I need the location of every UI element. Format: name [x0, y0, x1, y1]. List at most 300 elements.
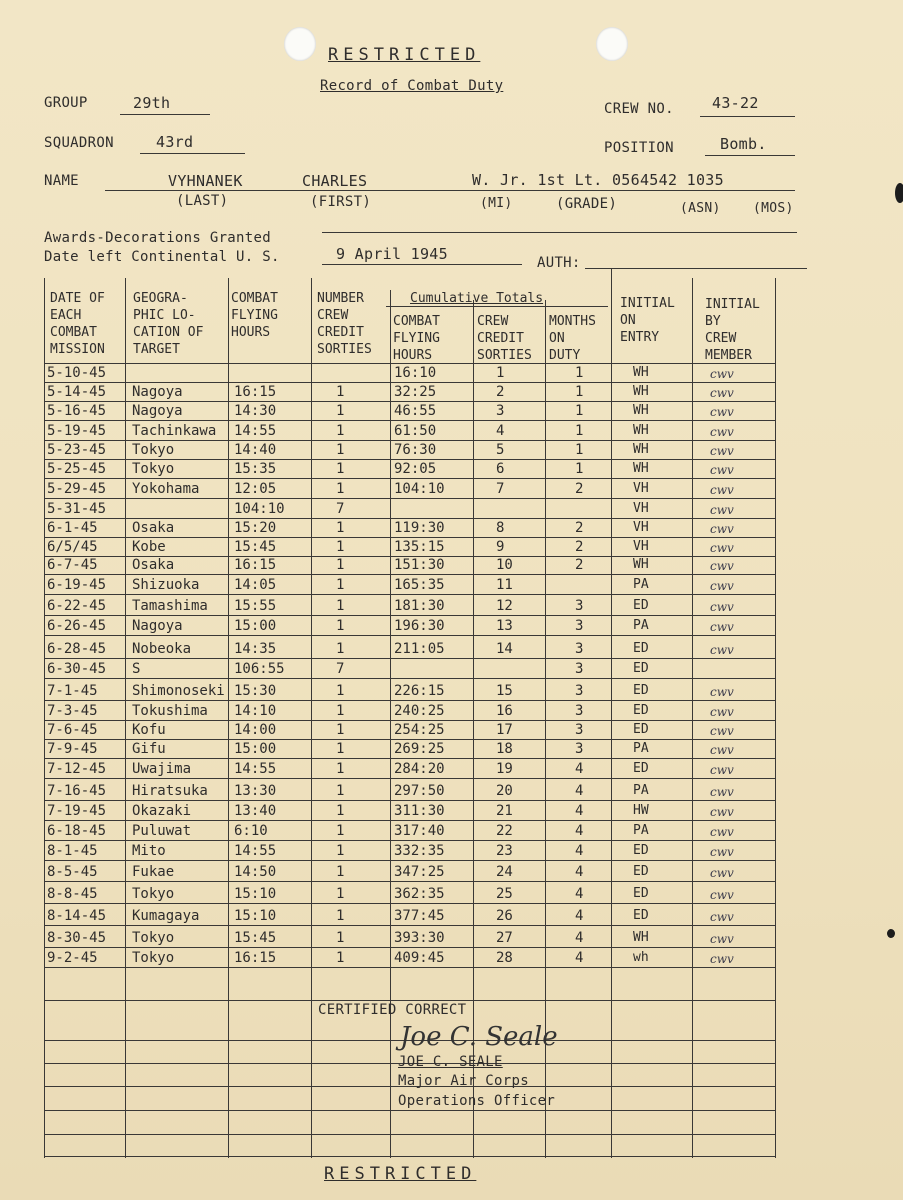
cell-months: 4	[575, 761, 584, 777]
crew-initial-handwritten: cwv	[710, 743, 734, 757]
cell-sorties: 1	[336, 783, 345, 799]
row-rule	[44, 903, 776, 904]
cell-months: 3	[575, 703, 584, 719]
cell-months: 1	[575, 423, 584, 439]
cell-initial: ED	[633, 661, 649, 676]
cell-cum-hours: 76:30	[394, 442, 437, 458]
row-rule	[44, 420, 776, 421]
cell-date: 8-14-45	[47, 908, 107, 924]
cell-initial: PA	[633, 741, 649, 756]
cell-initial: ED	[633, 908, 649, 923]
cell-cum-sorties: 18	[496, 741, 513, 757]
cell-cum-hours: 196:30	[394, 618, 445, 634]
cell-sorties: 1	[336, 722, 345, 738]
cell-hours: 14:50	[234, 864, 277, 880]
cell-cum-hours: 254:25	[394, 722, 445, 738]
col-rule	[692, 278, 693, 1158]
row-rule	[44, 967, 776, 968]
officer-title: Operations Officer	[398, 1093, 556, 1109]
cell-hours: 14:10	[234, 703, 277, 719]
cell-sorties: 1	[336, 950, 345, 966]
cell-cum-hours: 284:20	[394, 761, 445, 777]
row-rule	[44, 401, 776, 402]
cell-cum-hours: 297:50	[394, 783, 445, 799]
crew-initial-handwritten: cwv	[710, 503, 734, 517]
cell-target: Nobeoka	[132, 641, 192, 657]
col-header-cum-sorties: CREW CREDIT SORTIES	[477, 314, 532, 363]
crew-initial-handwritten: cwv	[710, 579, 734, 593]
cell-date: 5-19-45	[47, 423, 107, 439]
cell-cum-sorties: 25	[496, 886, 513, 902]
crew-initial-handwritten: cwv	[710, 444, 734, 458]
crew-initial-handwritten: cwv	[710, 386, 734, 400]
cell-sorties: 1	[336, 683, 345, 699]
row-rule	[44, 700, 776, 701]
cell-sorties: 1	[336, 577, 345, 593]
crew-initial-handwritten: cwv	[710, 845, 734, 859]
auth-label: AUTH:	[537, 255, 581, 271]
crew-no-underline	[700, 116, 795, 117]
cell-cum-sorties: 15	[496, 683, 513, 699]
cell-cum-hours: 211:05	[394, 641, 445, 657]
squadron-value: 43rd	[156, 133, 194, 151]
cell-cum-hours: 347:25	[394, 864, 445, 880]
col-rule	[311, 278, 312, 1158]
cell-date: 6-26-45	[47, 618, 107, 634]
cell-sorties: 1	[336, 461, 345, 477]
cell-target: Shizuoka	[132, 577, 200, 593]
date-left-underline	[322, 264, 522, 265]
col-header-initial-entry: INITIAL ON ENTRY	[620, 296, 675, 345]
row-rule	[44, 881, 776, 882]
name-first: CHARLES	[302, 172, 368, 190]
cell-date: 7-12-45	[47, 761, 107, 777]
cell-cum-hours: 226:15	[394, 683, 445, 699]
cell-date: 7-1-45	[47, 683, 98, 699]
cell-date: 5-29-45	[47, 481, 107, 497]
cell-initial: WH	[633, 365, 649, 380]
sub-mos: (MOS)	[753, 201, 794, 216]
cell-sorties: 1	[336, 557, 345, 573]
crew-initial-handwritten: cwv	[710, 888, 734, 902]
cell-hours: 14:30	[234, 403, 277, 419]
cell-initial: VH	[633, 501, 649, 516]
cell-cum-hours: 269:25	[394, 741, 445, 757]
punch-hole-left	[284, 27, 316, 61]
cell-cum-hours: 46:55	[394, 403, 437, 419]
row-rule	[44, 820, 776, 821]
col-header-cum-hours: COMBAT FLYING HOURS	[393, 314, 440, 363]
crew-initial-handwritten: cwv	[710, 643, 734, 657]
cell-hours: 16:15	[234, 557, 277, 573]
cell-initial: wh	[633, 950, 649, 965]
cell-cum-sorties: 26	[496, 908, 513, 924]
crew-initial-handwritten: cwv	[710, 367, 734, 381]
cell-months: 1	[575, 442, 584, 458]
cell-date: 7-19-45	[47, 803, 107, 819]
crew-initial-handwritten: cwv	[710, 932, 734, 946]
cell-hours: 15:20	[234, 520, 277, 536]
cell-cum-sorties: 24	[496, 864, 513, 880]
cell-sorties: 1	[336, 886, 345, 902]
cell-target: Okazaki	[132, 803, 192, 819]
cell-date: 6-7-45	[47, 557, 98, 573]
cell-cum-sorties: 19	[496, 761, 513, 777]
cell-months: 3	[575, 618, 584, 634]
crew-initial-handwritten: cwv	[710, 866, 734, 880]
crew-initial-handwritten: cwv	[710, 405, 734, 419]
row-rule	[44, 498, 776, 499]
cell-initial: HW	[633, 803, 649, 818]
cell-target: Yokohama	[132, 481, 200, 497]
cell-hours: 15:35	[234, 461, 277, 477]
cell-cum-sorties: 20	[496, 783, 513, 799]
cell-months: 4	[575, 803, 584, 819]
cell-target: Tokushima	[132, 703, 208, 719]
cell-hours: 15:30	[234, 683, 277, 699]
header-rule	[44, 363, 776, 364]
squadron-label: SQUADRON	[44, 135, 114, 151]
cell-months: 1	[575, 384, 584, 400]
cell-target: Shimonoseki	[132, 683, 225, 699]
cell-target: Tokyo	[132, 930, 175, 946]
cell-date: 6-18-45	[47, 823, 107, 839]
cell-initial: ED	[633, 598, 649, 613]
cell-initial: WH	[633, 461, 649, 476]
crew-initial-handwritten: cwv	[710, 559, 734, 573]
cell-months: 3	[575, 683, 584, 699]
edge-mark	[895, 183, 903, 203]
cell-date: 6-28-45	[47, 641, 107, 657]
cell-target: S	[132, 661, 141, 677]
cell-months: 1	[575, 461, 584, 477]
name-underline	[105, 190, 795, 191]
cell-cum-sorties: 7	[496, 481, 505, 497]
cell-cum-hours: 409:45	[394, 950, 445, 966]
cell-target: Osaka	[132, 557, 175, 573]
cell-cum-sorties: 28	[496, 950, 513, 966]
cell-date: 8-30-45	[47, 930, 107, 946]
cell-cum-sorties: 13	[496, 618, 513, 634]
certified-text: CERTIFIED CORRECT	[318, 1002, 467, 1018]
row-rule	[44, 574, 776, 575]
row-rule	[44, 459, 776, 460]
cell-sorties: 1	[336, 930, 345, 946]
cell-initial: PA	[633, 783, 649, 798]
cell-sorties: 1	[336, 442, 345, 458]
cell-hours: 15:10	[234, 908, 277, 924]
cell-cum-hours: 393:30	[394, 930, 445, 946]
cell-months: 4	[575, 908, 584, 924]
cell-cum-sorties: 17	[496, 722, 513, 738]
cell-sorties: 1	[336, 641, 345, 657]
awards-label: Awards-Decorations Granted	[44, 230, 271, 246]
cell-hours: 14:55	[234, 761, 277, 777]
cell-target: Kobe	[132, 539, 166, 555]
crew-initial-handwritten: cwv	[710, 785, 734, 799]
cell-cum-hours: 61:50	[394, 423, 437, 439]
crew-initial-handwritten: cwv	[710, 825, 734, 839]
crew-initial-handwritten: cwv	[710, 685, 734, 699]
cell-months: 1	[575, 365, 584, 381]
cell-sorties: 1	[336, 703, 345, 719]
cell-cum-hours: 311:30	[394, 803, 445, 819]
cell-target: Mito	[132, 843, 166, 859]
cell-initial: ED	[633, 703, 649, 718]
cell-cum-sorties: 10	[496, 557, 513, 573]
cell-months: 4	[575, 950, 584, 966]
cell-initial: VH	[633, 539, 649, 554]
cell-cum-hours: 362:35	[394, 886, 445, 902]
cell-cum-sorties: 4	[496, 423, 505, 439]
cell-date: 7-16-45	[47, 783, 107, 799]
cell-target: Uwajima	[132, 761, 192, 777]
row-rule	[44, 518, 776, 519]
cell-sorties: 1	[336, 403, 345, 419]
col-header-months: MONTHS ON DUTY	[549, 314, 596, 363]
crew-initial-handwritten: cwv	[710, 425, 734, 439]
edge-mark	[887, 929, 895, 938]
row-rule	[44, 840, 776, 841]
cell-target: Tokyo	[132, 442, 175, 458]
crew-initial-handwritten: cwv	[710, 522, 734, 536]
cell-months: 4	[575, 783, 584, 799]
cell-initial: ED	[633, 641, 649, 656]
cell-sorties: 1	[336, 864, 345, 880]
cell-months: 3	[575, 598, 584, 614]
cell-date: 6-19-45	[47, 577, 107, 593]
row-rule	[44, 1134, 776, 1135]
cell-initial: WH	[633, 930, 649, 945]
row-rule	[44, 537, 776, 538]
row-rule	[44, 678, 776, 679]
cell-cum-sorties: 3	[496, 403, 505, 419]
cell-initial: ED	[633, 683, 649, 698]
cell-sorties: 1	[336, 803, 345, 819]
group-label: GROUP	[44, 95, 88, 111]
row-rule	[44, 615, 776, 616]
cell-initial: WH	[633, 403, 649, 418]
cell-date: 6/5/45	[47, 539, 98, 555]
cell-target: Hiratsuka	[132, 783, 208, 799]
cell-cum-sorties: 5	[496, 442, 505, 458]
cell-cum-hours: 92:05	[394, 461, 437, 477]
officer-name: JOE C. SEALE	[398, 1054, 503, 1070]
cell-months: 2	[575, 520, 584, 536]
crew-initial-handwritten: cwv	[710, 724, 734, 738]
row-rule	[44, 594, 776, 595]
group-underline	[120, 114, 210, 115]
cell-cum-hours: 181:30	[394, 598, 445, 614]
restricted-bottom: RESTRICTED	[324, 1164, 477, 1184]
cell-cum-sorties: 2	[496, 384, 505, 400]
cell-initial: WH	[633, 423, 649, 438]
signature: Joe C. Seale	[400, 1022, 558, 1052]
cell-target: Nagoya	[132, 618, 183, 634]
cell-hours: 16:15	[234, 950, 277, 966]
cell-cum-hours: 240:25	[394, 703, 445, 719]
crew-no-label: CREW NO.	[604, 101, 674, 117]
col-header-hours: COMBAT FLYING HOURS	[231, 291, 278, 340]
row-rule	[44, 382, 776, 383]
cell-cum-hours: 119:30	[394, 520, 445, 536]
cell-months: 4	[575, 930, 584, 946]
cell-months: 4	[575, 886, 584, 902]
position-label: POSITION	[604, 140, 674, 156]
cell-cum-sorties: 14	[496, 641, 513, 657]
cell-date: 7-3-45	[47, 703, 98, 719]
cell-cum-hours: 317:40	[394, 823, 445, 839]
cell-months: 2	[575, 539, 584, 555]
cell-cum-hours: 135:15	[394, 539, 445, 555]
position-value: Bomb.	[720, 135, 767, 153]
cell-target: Nagoya	[132, 384, 183, 400]
row-rule	[44, 1110, 776, 1111]
cell-hours: 14:55	[234, 423, 277, 439]
cell-initial: ED	[633, 761, 649, 776]
cell-target: Kumagaya	[132, 908, 200, 924]
cell-initial: WH	[633, 557, 649, 572]
col-rule	[44, 278, 45, 1158]
crew-initial-handwritten: cwv	[710, 705, 734, 719]
cell-hours: 12:05	[234, 481, 277, 497]
col-header-sorties: NUMBER CREW CREDIT SORTIES	[317, 291, 372, 357]
row-rule	[44, 860, 776, 861]
cell-hours: 14:55	[234, 843, 277, 859]
cell-sorties: 7	[336, 661, 345, 677]
row-rule	[44, 440, 776, 441]
cell-hours: 15:10	[234, 886, 277, 902]
crew-no-value: 43-22	[712, 94, 759, 112]
cell-sorties: 7	[336, 501, 345, 517]
cell-initial: ED	[633, 886, 649, 901]
cell-sorties: 1	[336, 823, 345, 839]
cell-cum-hours: 16:10	[394, 365, 437, 381]
cell-sorties: 1	[336, 481, 345, 497]
cell-hours: 16:15	[234, 384, 277, 400]
cell-cum-sorties: 12	[496, 598, 513, 614]
row-rule	[44, 635, 776, 636]
sub-asn: (ASN)	[680, 201, 721, 216]
cell-sorties: 1	[336, 598, 345, 614]
cell-cum-sorties: 27	[496, 930, 513, 946]
cell-initial: ED	[633, 864, 649, 879]
cell-date: 5-14-45	[47, 384, 107, 400]
cell-cum-sorties: 6	[496, 461, 505, 477]
cell-initial: PA	[633, 618, 649, 633]
row-rule	[44, 658, 776, 659]
cell-hours: 14:35	[234, 641, 277, 657]
row-rule	[44, 778, 776, 779]
cell-sorties: 1	[336, 741, 345, 757]
row-rule	[44, 720, 776, 721]
cell-hours: 14:00	[234, 722, 277, 738]
cell-target: Tokyo	[132, 950, 175, 966]
cell-cum-hours: 104:10	[394, 481, 445, 497]
cell-initial: WH	[633, 442, 649, 457]
cell-hours: 15:45	[234, 930, 277, 946]
cell-initial: ED	[633, 722, 649, 737]
cell-sorties: 1	[336, 520, 345, 536]
crew-initial-handwritten: cwv	[710, 483, 734, 497]
cell-sorties: 1	[336, 843, 345, 859]
cell-months: 3	[575, 641, 584, 657]
col-rule	[775, 278, 776, 1158]
cell-cum-sorties: 23	[496, 843, 513, 859]
crew-initial-handwritten: cwv	[710, 620, 734, 634]
name-label: NAME	[44, 173, 79, 189]
cell-initial: WH	[633, 384, 649, 399]
cell-target: Tachinkawa	[132, 423, 217, 439]
cell-hours: 13:30	[234, 783, 277, 799]
cell-sorties: 1	[336, 908, 345, 924]
cell-target: Tamashima	[132, 598, 208, 614]
col-rule	[228, 278, 229, 1158]
row-rule	[44, 478, 776, 479]
col-header-geo: GEOGRA- PHIC LO- CATION OF TARGET	[133, 291, 204, 357]
cell-date: 9-2-45	[47, 950, 98, 966]
cell-cum-hours: 377:45	[394, 908, 445, 924]
cell-cum-sorties: 16	[496, 703, 513, 719]
crew-initial-handwritten: cwv	[710, 463, 734, 477]
row-rule	[44, 947, 776, 948]
cell-cum-sorties: 1	[496, 365, 505, 381]
cell-hours: 15:55	[234, 598, 277, 614]
name-rest: W. Jr. 1st Lt. 0564542 1035	[472, 171, 724, 189]
row-rule	[44, 1156, 776, 1157]
cell-hours: 106:55	[234, 661, 285, 677]
date-left-value: 9 April 1945	[336, 245, 448, 263]
cell-months: 2	[575, 557, 584, 573]
cell-date: 6-1-45	[47, 520, 98, 536]
crew-initial-handwritten: cwv	[710, 541, 734, 555]
cell-initial: ED	[633, 843, 649, 858]
date-left-label: Date left Continental U. S.	[44, 249, 280, 265]
cell-hours: 14:05	[234, 577, 277, 593]
cell-cum-hours: 151:30	[394, 557, 445, 573]
group-value: 29th	[133, 94, 171, 112]
col-header-date: DATE OF EACH COMBAT MISSION	[50, 291, 105, 357]
cell-months: 3	[575, 741, 584, 757]
sub-mi: (MI)	[480, 196, 513, 211]
position-underline	[705, 155, 795, 156]
cell-date: 7-9-45	[47, 741, 98, 757]
cell-date: 6-30-45	[47, 661, 107, 677]
squadron-underline	[140, 153, 245, 154]
cell-date: 8-1-45	[47, 843, 98, 859]
crew-initial-handwritten: cwv	[710, 805, 734, 819]
cell-hours: 14:40	[234, 442, 277, 458]
row-rule	[44, 1000, 776, 1001]
cell-target: Puluwat	[132, 823, 192, 839]
punch-hole-right	[596, 27, 628, 61]
cell-hours: 6:10	[234, 823, 268, 839]
cell-target: Osaka	[132, 520, 175, 536]
auth-underline	[585, 268, 807, 269]
cell-cum-hours: 32:25	[394, 384, 437, 400]
crew-initial-handwritten: cwv	[710, 763, 734, 777]
crew-initial-handwritten: cwv	[710, 952, 734, 966]
row-rule	[44, 925, 776, 926]
cell-hours: 13:40	[234, 803, 277, 819]
cell-months: 2	[575, 481, 584, 497]
cell-cum-sorties: 11	[496, 577, 513, 593]
cell-date: 5-16-45	[47, 403, 107, 419]
col-rule	[125, 278, 126, 1158]
name-last: VYHNANEK	[168, 172, 243, 190]
cell-target: Tokyo	[132, 461, 175, 477]
cell-date: 6-22-45	[47, 598, 107, 614]
